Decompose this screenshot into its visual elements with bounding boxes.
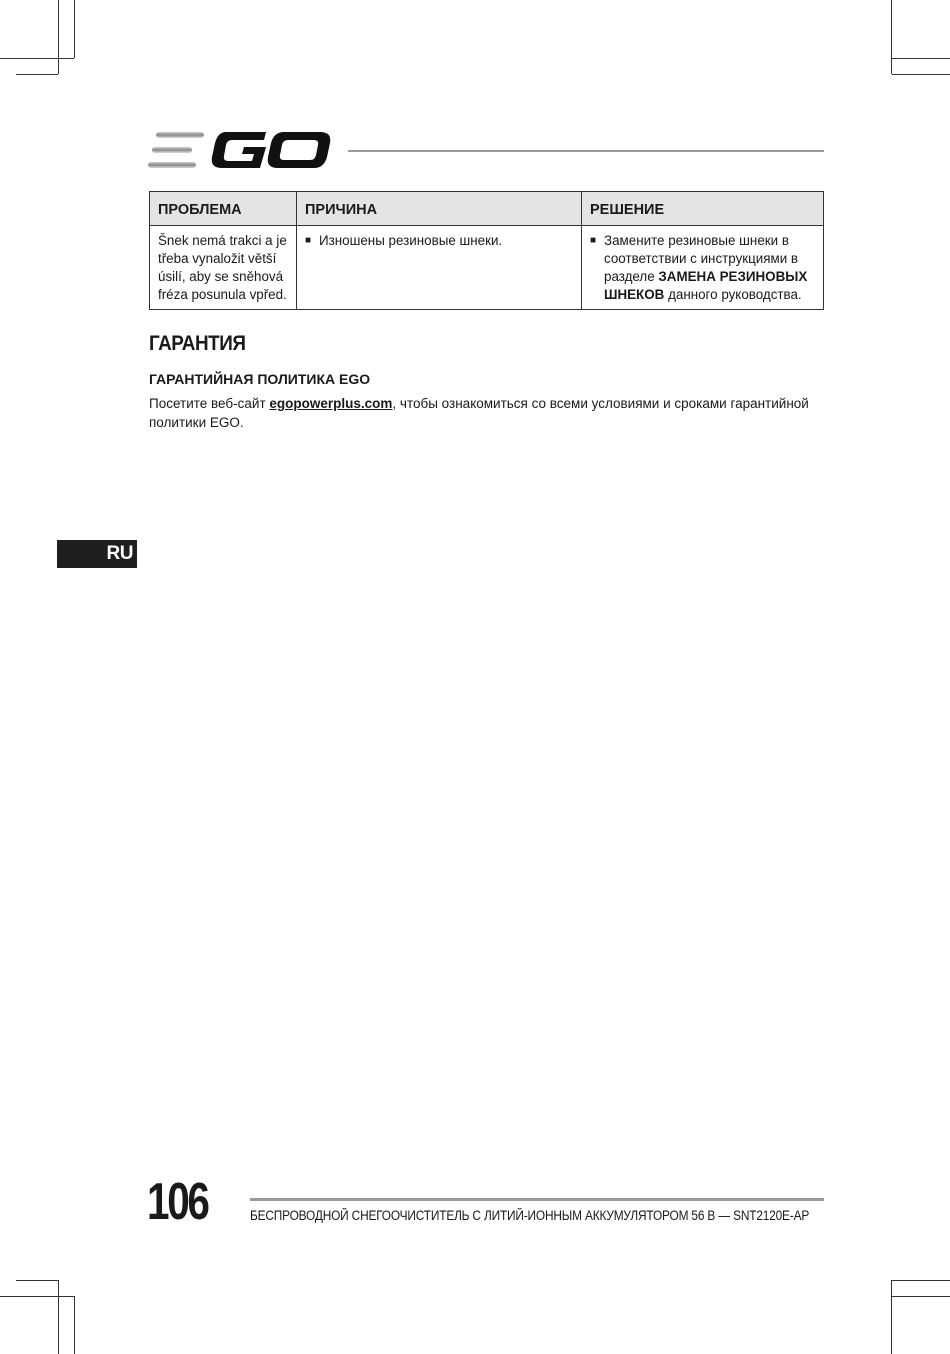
warranty-paragraph bbox=[149, 395, 821, 432]
column-header-solution: РЕШЕНИЕ bbox=[582, 192, 824, 226]
footer-text: БЕСПРОВОДНОЙ СНЕГООЧИСТИТЕЛЬ С ЛИТИЙ-ИОННЫМ АККУМУЛЯТОРОМ 56 В — SNT2120E-AP bbox=[250, 1208, 810, 1223]
solution-text-pre: Замените резиновые шнеки в соответствии с инструкциями в разделе bbox=[604, 233, 799, 284]
language-tab bbox=[57, 540, 137, 568]
crop-mark bbox=[58, 1280, 59, 1354]
paragraph-text-pre: Посетите веб-сайт bbox=[149, 396, 266, 411]
troubleshooting-table bbox=[149, 191, 824, 310]
page-number: 106 bbox=[147, 1173, 208, 1231]
solution-bullet bbox=[590, 232, 815, 304]
section-title: ГАРАНТИЯ bbox=[149, 332, 246, 355]
crop-mark bbox=[74, 1296, 75, 1354]
crop-mark bbox=[891, 0, 892, 74]
bullet-square-icon: ■ bbox=[590, 235, 597, 246]
problem-text: Šnek nemá trakci a je třeba vynaložit větší úsilí, aby se sněhová fréza posunula vpřed. bbox=[158, 233, 287, 302]
problem-cell bbox=[150, 226, 297, 310]
header-rule bbox=[348, 150, 824, 152]
crop-mark bbox=[58, 0, 59, 74]
subsection-title: ГАРАНТИЙНАЯ ПОЛИТИКА EGO bbox=[149, 371, 371, 387]
crop-mark bbox=[892, 74, 950, 75]
crop-mark bbox=[892, 1296, 950, 1297]
footer-rule bbox=[250, 1198, 824, 1201]
solution-text-post: данного руководства. bbox=[668, 287, 802, 302]
crop-mark bbox=[0, 1296, 74, 1297]
table-row bbox=[150, 226, 824, 310]
crop-mark bbox=[0, 58, 74, 59]
crop-mark bbox=[892, 1280, 950, 1281]
crop-mark bbox=[16, 74, 58, 75]
language-code: RU bbox=[106, 543, 133, 564]
solution-text bbox=[604, 232, 815, 304]
crop-mark bbox=[16, 1280, 58, 1281]
column-header-cause: ПРИЧИНА bbox=[297, 192, 582, 226]
column-header-problem: ПРОБЛЕМА bbox=[150, 192, 297, 226]
cause-cell bbox=[297, 226, 582, 310]
crop-mark bbox=[892, 58, 950, 59]
crop-mark bbox=[74, 0, 75, 58]
cause-text: Изношены резиновые шнеки. bbox=[319, 233, 503, 248]
bullet-square-icon: ■ bbox=[305, 235, 312, 246]
paragraph-text-post: , чтобы ознакомиться со всеми условиями и сроками гарантийной политики EGO. bbox=[149, 396, 809, 430]
cause-bullet bbox=[305, 232, 573, 250]
ego-logo bbox=[148, 128, 332, 172]
website-link[interactable]: egopowerplus.com bbox=[269, 396, 393, 411]
table-header-row bbox=[150, 192, 824, 226]
solution-cell bbox=[582, 226, 824, 310]
crop-mark bbox=[891, 1280, 892, 1354]
solution-section-ref: ЗАМЕНА РЕЗИНОВЫХ ШНЕКОВ bbox=[604, 269, 808, 302]
